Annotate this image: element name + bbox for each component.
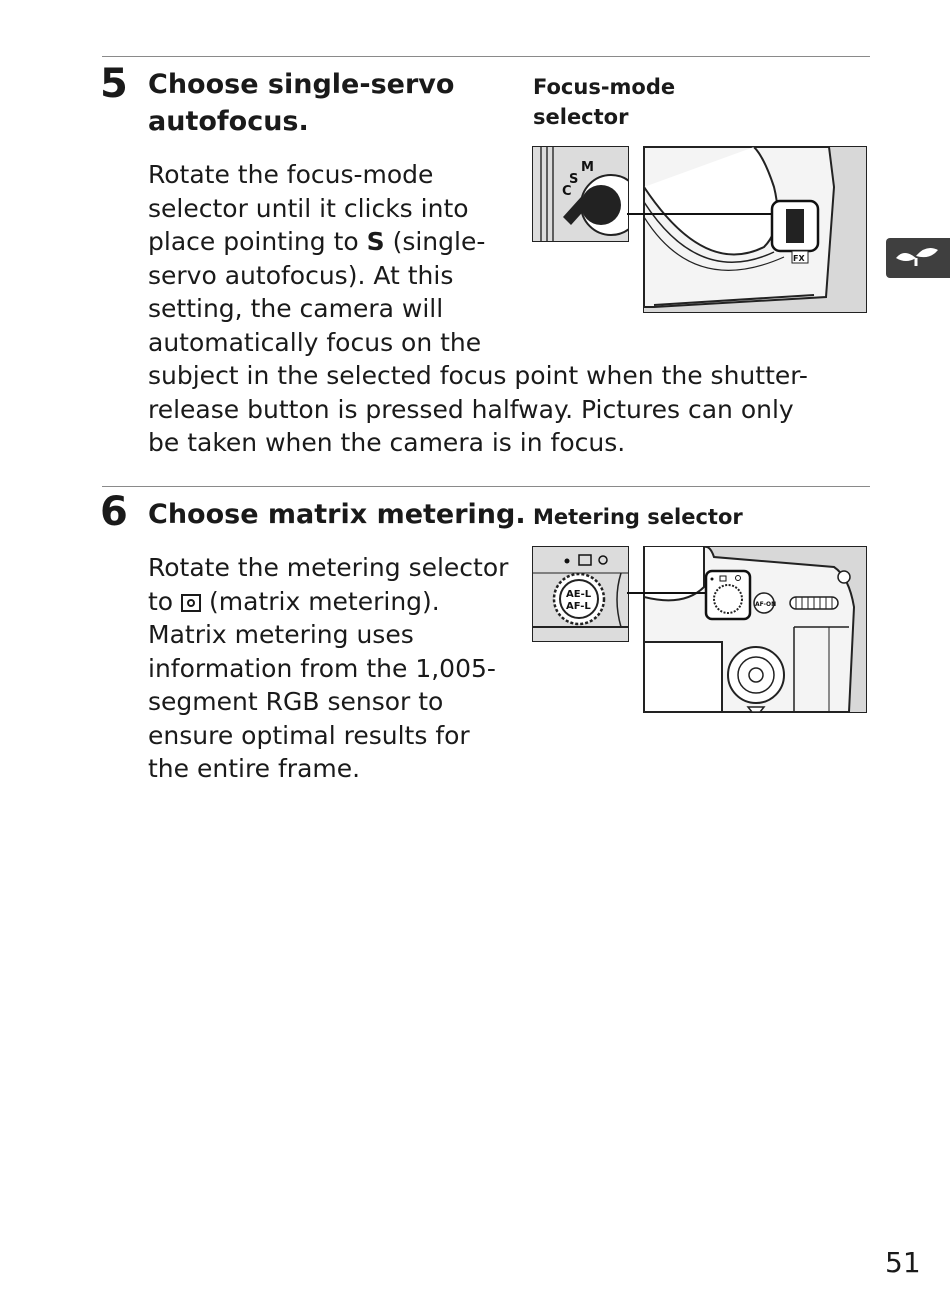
step-title-line: autofocus. (148, 106, 309, 137)
ae-l-mark: AE-L (566, 589, 592, 600)
section-tab (886, 238, 950, 278)
step-body: Rotate the metering selector to (matrix metering). Matrix metering uses information from the 1,005-segment RGB sensor to ensure optimal results for the entire frame. (148, 553, 509, 783)
page-number: 51 (885, 1246, 921, 1279)
mode-c-mark: C (562, 184, 572, 199)
step-number: 5 (100, 61, 128, 107)
sprout-icon (886, 238, 950, 278)
mode-s-mark: S (569, 172, 579, 187)
metering-selector-closeup (532, 546, 629, 642)
focus-mode-selector-closeup (532, 146, 629, 242)
figure-label: Metering selector (533, 505, 743, 529)
step-title-line: Choose single-servo (148, 69, 455, 100)
matrix-metering-icon (181, 594, 201, 612)
step-title: Choose matrix metering. (148, 499, 526, 530)
mode-m-mark: M (581, 160, 594, 175)
callout-line (627, 592, 707, 594)
callout-line (627, 213, 772, 215)
camera-back-view (643, 546, 867, 713)
camera-front-view (643, 146, 867, 313)
figure-label: Focus-mode selector (533, 75, 676, 129)
fx-badge: FX (793, 254, 805, 263)
af-l-mark: AF-L (566, 601, 591, 612)
single-servo-symbol: S (366, 227, 385, 256)
section-divider (102, 486, 870, 487)
step-title (148, 66, 454, 140)
step-number: 6 (100, 489, 128, 535)
af-on-mark: AF-ON (755, 601, 777, 608)
section-divider (102, 56, 870, 57)
step-body: Rotate the focus-mode selector until it clicks into place pointing to S (single-servo autofocus). At this setting, the camera will automatically focus on the subject in the selected focus point when the shutter-release button is pressed halfway. Pictures can only be taken when the camera is in focus. (148, 158, 828, 460)
